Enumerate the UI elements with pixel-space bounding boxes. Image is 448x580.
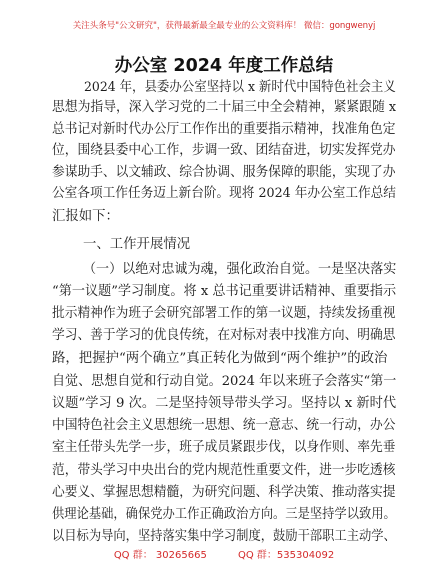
paragraph-line: 2024 年，县委办公室坚持以 x 新时代中国特色社会主义: [84, 80, 396, 95]
paragraph-line: 总书记对新时代办公厅工作作出的重要指示精神，找准角色定: [52, 122, 396, 137]
paragraph-line: “第一议题”学习制度。将 x 总书记重要讲话精神、重要指示: [52, 284, 397, 299]
paragraph-line: 位，围绕县委中心工作，步调一致、团结奋进，切实发挥党办: [52, 143, 396, 158]
paragraph-line: 心要义、掌握思想精髓，为研究问题、科学决策、推动落实提: [52, 485, 396, 500]
paragraph-line: 以目标为导向，坚持落实集中学习制度，鼓励干部职工主动学、: [52, 529, 396, 544]
paragraph-line: 汇报如下：: [52, 209, 119, 224]
qq-group-2: QQ 群：535304092: [238, 550, 335, 561]
paragraph-line: 议题”学习 9 次。二是坚持领导带头学习。坚持以 x 新时代: [52, 396, 397, 411]
paragraph-line: 参谋助手、以文辅政、综合协调、服务保障的职能，实现了办: [52, 165, 396, 180]
document-title: 办公室 2024 年度工作总结: [114, 56, 334, 76]
section-heading: 一、工作开展情况: [83, 237, 191, 252]
paragraph-line: 公室各项工作任务迈上新台阶。现将 2024 年办公室工作总结: [52, 186, 396, 201]
footer-contacts: [0, 546, 448, 561]
paragraph-line: 中国特色社会主义思想统一思想、统一意志、统一行动，办公: [52, 418, 396, 433]
paragraph-line: 学习、善于学习的优良传统，在对标对表中找准方向、明确思: [52, 328, 396, 343]
paragraph-line: 批示精神作为班子会研究部署工作的第一议题，持续发扬重视: [52, 306, 396, 321]
qq-group-1: QQ 群： 30265665: [113, 550, 207, 561]
paragraph-line: 范，带头学习中央出台的党内规范性重要文件，进一步吃透核: [52, 463, 396, 478]
paragraph-line: 自觉、思想自觉和行动自觉。2024 年以来班子会落实“第一: [52, 374, 397, 389]
paragraph-line: 供理论基础，确保党办工作正确政治方向。三是坚持学以致用。: [52, 507, 396, 522]
paragraph-line: 路，把握护“两个确立”真正转化为做到“两个维护”的政治: [52, 351, 388, 366]
paragraph-line: 室主任带头先学一步，班子成员紧跟步伐，以身作则、率先垂: [52, 440, 396, 455]
paragraph-line: 思想为指导，深入学习党的二十届三中全会精神，紧紧跟随 x: [52, 100, 397, 115]
promo-banner: 关注头条号"公文研究"，获得最新最全最专业的公文资料库！ 微信：gongwenyj: [72, 21, 376, 31]
paragraph-line: （一）以绝对忠诚为魂，强化政治自觉。一是坚决落实: [83, 262, 397, 277]
